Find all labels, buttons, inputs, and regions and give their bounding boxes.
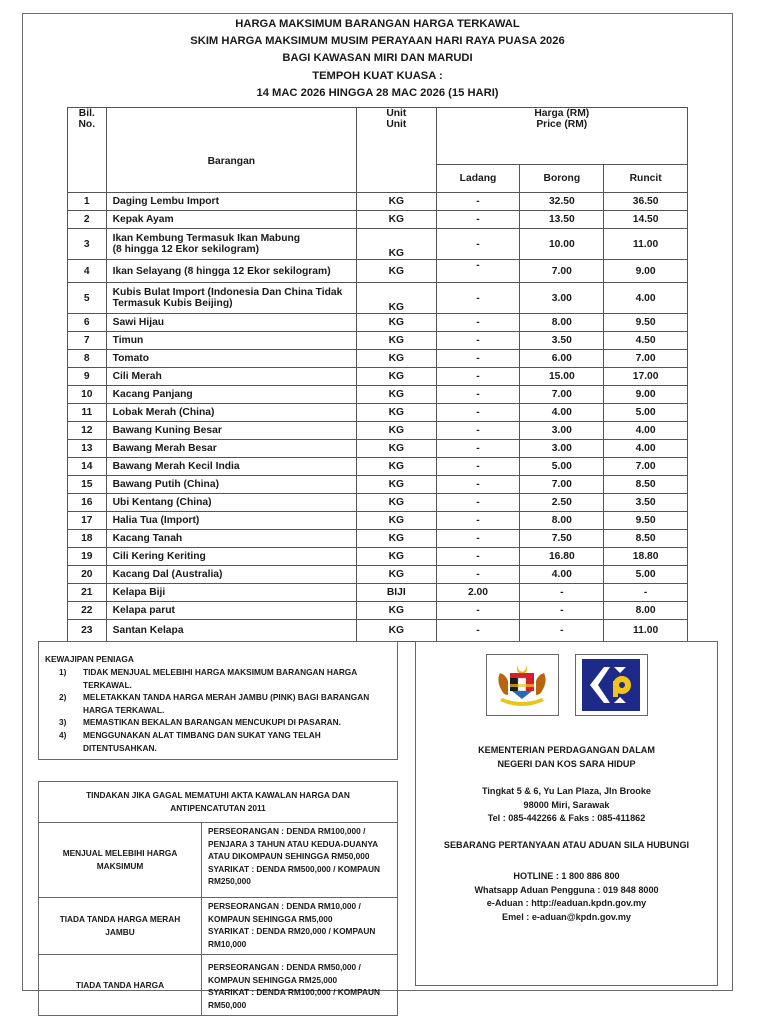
item-name-line: (8 hingga 12 Ekor sekilogram) (112, 244, 260, 255)
row-number: 23 (68, 620, 107, 642)
penalty-detail (202, 898, 398, 955)
col-header-unit-en: Unit (386, 119, 407, 130)
table-row (68, 229, 688, 260)
item-name (106, 548, 357, 566)
item-name-line: Bawang Kuning Besar (112, 425, 222, 436)
price-ladang: - (436, 548, 520, 566)
row-number: 7 (68, 332, 107, 350)
item-name-line: Lobak Merah (China) (112, 407, 215, 418)
price-borong: 16.80 (520, 548, 604, 566)
price-borong: - (520, 620, 604, 642)
item-name-line: Kelapa Biji (112, 587, 166, 598)
unit: KG (357, 386, 436, 404)
item-name (106, 404, 357, 422)
email-link[interactable]: Emel : e-aduan@kpdn.gov.my (502, 912, 631, 923)
item-name (106, 314, 357, 332)
penalty-row (39, 898, 398, 955)
unit: KG (357, 512, 436, 530)
row-number: 9 (68, 368, 107, 386)
item-name (106, 283, 357, 314)
price-runcit: 4.00 (604, 440, 688, 458)
item-name (106, 512, 357, 530)
penalty-company: SYARIKAT : DENDA RM500,000 / KOMPAUN RM250,000 (208, 863, 380, 886)
unit: KG (357, 260, 436, 283)
item-name (106, 476, 357, 494)
row-number: 5 (68, 283, 107, 314)
obligation-item (59, 729, 389, 754)
item-name-line: Kacang Tanah (112, 533, 183, 544)
item-name-line: Cili Merah (112, 371, 162, 382)
item-name (106, 458, 357, 476)
price-borong: 7.00 (520, 386, 604, 404)
penalty-detail (202, 823, 398, 898)
price-borong: 4.00 (520, 566, 604, 584)
price-borong: 13.50 (520, 211, 604, 229)
obligation-number: 1) (59, 667, 67, 677)
obligation-text: TIDAK MENJUAL MELEBIHI HARGA MAKSIMUM BARANGAN HARGA TERKAWAL. (83, 667, 357, 690)
header-title: HARGA MAKSIMUM BARANGAN HARGA TERKAWAL (235, 18, 520, 30)
price-ladang: - (436, 283, 520, 314)
item-name-line: Bawang Merah Besar (112, 443, 217, 454)
price-ladang: - (436, 440, 520, 458)
item-name (106, 440, 357, 458)
row-number: 21 (68, 584, 107, 602)
col-header-harga-ms: Harga (RM) (534, 108, 590, 119)
price-ladang: - (436, 260, 520, 283)
item-name-line: Termasuk Kubis Beijing) (112, 298, 233, 309)
unit: KG (357, 548, 436, 566)
col-header-ladang: Ladang (436, 165, 520, 193)
col-header-borong: Borong (520, 165, 604, 193)
item-name-line: Kelapa parut (112, 605, 175, 616)
col-header-bil-text: Bil. (78, 108, 95, 119)
obligation-number: 4) (59, 729, 67, 740)
trader-obligations-box (38, 641, 398, 760)
col-header-runcit: Runcit (604, 165, 688, 193)
price-runcit: 7.00 (604, 458, 688, 476)
row-number: 4 (68, 260, 107, 283)
table-row (68, 512, 688, 530)
price-table-body (68, 193, 688, 642)
price-ladang: - (436, 602, 520, 620)
obligations-title: KEWAJIPAN PENIAGA (45, 654, 134, 664)
row-number: 14 (68, 458, 107, 476)
row-number: 18 (68, 530, 107, 548)
unit: KG (357, 422, 436, 440)
price-borong: 2.50 (520, 494, 604, 512)
item-name-line: Cili Kering Keriting (112, 551, 206, 562)
table-row (68, 314, 688, 332)
item-name-line: Kacang Dal (Australia) (112, 569, 223, 580)
price-ladang: - (436, 314, 520, 332)
table-row (68, 332, 688, 350)
price-runcit: 14.50 (604, 211, 688, 229)
item-name (106, 260, 357, 283)
unit: KG (357, 458, 436, 476)
contact-box (415, 641, 718, 986)
row-number: 8 (68, 350, 107, 368)
row-number: 13 (68, 440, 107, 458)
price-runcit: 11.00 (604, 620, 688, 642)
table-row (68, 422, 688, 440)
obligation-item (59, 716, 389, 729)
document-header (22, 16, 733, 102)
penalty-table-title: TINDAKAN JIKA GAGAL MEMATUHI AKTA KAWALAN HARGA DAN ANTIPENCATUTAN 2011 (39, 782, 398, 823)
penalty-offence: TIADA TANDA HARGA (39, 955, 202, 1016)
price-runcit: 11.00 (604, 229, 688, 260)
price-borong: 5.00 (520, 458, 604, 476)
obligation-number: 2) (59, 692, 67, 703)
unit: KG (357, 620, 436, 642)
price-ladang: - (436, 332, 520, 350)
ministry-name (416, 744, 717, 771)
price-borong: 4.00 (520, 404, 604, 422)
ministry-address (416, 785, 717, 826)
price-ladang: - (436, 386, 520, 404)
ministry-name-line-2: NEGERI DAN KOS SARA HIDUP (497, 758, 636, 769)
unit: KG (357, 368, 436, 386)
price-runcit: 5.00 (604, 566, 688, 584)
item-name (106, 620, 357, 642)
item-name (106, 193, 357, 211)
price-borong: 3.00 (520, 283, 604, 314)
item-name-line: Bawang Merah Kecil India (112, 461, 240, 472)
price-borong: 8.00 (520, 512, 604, 530)
price-ladang: - (436, 211, 520, 229)
ministry-name-line-1: KEMENTERIAN PERDAGANGAN DALAM (478, 745, 655, 755)
contact-lines (416, 870, 717, 925)
item-name (106, 368, 357, 386)
price-ladang: - (436, 458, 520, 476)
obligation-number: 3) (59, 717, 67, 728)
item-name-line: Kepak Ayam (112, 214, 174, 225)
price-borong: 3.00 (520, 440, 604, 458)
price-runcit: 9.50 (604, 512, 688, 530)
price-ladang: - (436, 566, 520, 584)
row-number: 15 (68, 476, 107, 494)
price-borong: 7.00 (520, 476, 604, 494)
unit: KG (357, 211, 436, 229)
unit: KG (357, 283, 436, 314)
hotline: HOTLINE : 1 800 886 800 (513, 871, 620, 881)
header-scheme: SKIM HARGA MAKSIMUM MUSIM PERAYAAN HARI RAYA PUASA 2026 (190, 35, 565, 48)
unit: BIJI (357, 584, 436, 602)
price-borong: - (520, 602, 604, 620)
penalty-offence: TIADA TANDA HARGA MERAH JAMBU (39, 898, 202, 955)
table-row (68, 494, 688, 512)
obligations-list (59, 666, 389, 754)
obligation-text: MEMASTIKAN BEKALAN BARANGAN MENCUKUPI DI PASARAN. (83, 717, 341, 728)
price-runcit: 4.50 (604, 332, 688, 350)
price-runcit: - (604, 584, 688, 602)
table-row (68, 193, 688, 211)
price-borong: 3.00 (520, 422, 604, 440)
logos-row (416, 654, 717, 716)
unit: KG (357, 229, 436, 260)
obligation-text: MENGGUNAKAN ALAT TIMBANG DAN SUKAT YANG TELAH DITENTUSAHKAN. (83, 729, 321, 753)
unit: KG (357, 530, 436, 548)
row-number: 3 (68, 229, 107, 260)
table-row (68, 620, 688, 642)
item-name (106, 386, 357, 404)
table-row (68, 350, 688, 368)
penalty-company: SYARIKAT : DENDA RM20,000 / KOMPAUN RM10,000 (208, 926, 376, 949)
item-name-line: Tomato (112, 353, 150, 364)
price-table (67, 107, 688, 642)
row-number: 20 (68, 566, 107, 584)
price-borong: 32.50 (520, 193, 604, 211)
item-name-line: Kacang Panjang (112, 389, 193, 400)
item-name-line: Bawang Putih (China) (112, 479, 219, 490)
price-ladang: - (436, 193, 520, 211)
item-name-line: Ikan Kembung Termasuk Ikan Mabung (112, 233, 301, 244)
price-ladang: - (436, 350, 520, 368)
col-header-barangan: Barangan (106, 108, 357, 193)
col-header-unit (357, 108, 436, 193)
row-number: 6 (68, 314, 107, 332)
row-number: 22 (68, 602, 107, 620)
price-ladang: - (436, 404, 520, 422)
price-borong: 7.00 (520, 260, 604, 283)
penalty-row (39, 955, 398, 1016)
row-number: 1 (68, 193, 107, 211)
price-runcit: 8.50 (604, 476, 688, 494)
item-name-line: Timun (112, 335, 144, 346)
table-row (68, 404, 688, 422)
price-runcit: 4.00 (604, 283, 688, 314)
item-name-line: Sawi Hijau (112, 317, 165, 328)
price-borong: 6.00 (520, 350, 604, 368)
price-runcit: 7.00 (604, 350, 688, 368)
table-row (68, 283, 688, 314)
obligation-item (59, 691, 389, 716)
price-runcit: 36.50 (604, 193, 688, 211)
unit: KG (357, 193, 436, 211)
price-borong: 8.00 (520, 314, 604, 332)
table-row (68, 260, 688, 283)
item-name (106, 211, 357, 229)
unit: KG (357, 476, 436, 494)
row-number: 17 (68, 512, 107, 530)
item-name-line: Halia Tua (Import) (112, 515, 200, 526)
item-name-line: Santan Kelapa (112, 625, 184, 636)
price-ladang: - (436, 422, 520, 440)
table-row (68, 211, 688, 229)
col-header-bil (68, 108, 107, 193)
table-row (68, 530, 688, 548)
header-period-label: TEMPOH KUAT KUASA : (312, 69, 443, 82)
item-name-line: Ikan Selayang (8 hingga 12 Ekor sekilogram) (112, 265, 331, 277)
table-row (68, 386, 688, 404)
inquiry-heading: SEBARANG PERTANYAAN ATAU ADUAN SILA HUBUNGI (443, 840, 690, 850)
item-name (106, 229, 357, 260)
price-runcit: 8.50 (604, 530, 688, 548)
item-name-line: Kubis Bulat Import (Indonesia Dan China Tidak (112, 287, 343, 298)
price-runcit: 3.50 (604, 494, 688, 512)
penalty-individual: PERSEORANGAN : DENDA RM10,000 / KOMPAUN SEHINGGA RM5,000 (208, 901, 361, 924)
penalty-company: SYARIKAT : DENDA RM100,000 / KOMPAUN RM50,000 (208, 987, 380, 1010)
item-name (106, 602, 357, 620)
price-borong: 10.00 (520, 229, 604, 260)
unit: KG (357, 566, 436, 584)
whatsapp-number: Whatsapp Aduan Pengguna : 019 848 8000 (474, 884, 659, 895)
price-ladang: - (436, 368, 520, 386)
obligation-text: MELETAKKAN TANDA HARGA MERAH JAMBU (PINK) BAGI BARANGAN HARGA TERKAWAL. (83, 692, 370, 715)
address-line-1: Tingkat 5 & 6, Yu Lan Plaza, Jln Brooke (482, 786, 651, 796)
price-ladang: - (436, 229, 520, 260)
price-runcit: 5.00 (604, 404, 688, 422)
price-runcit: 18.80 (604, 548, 688, 566)
col-header-no-text: No. (78, 119, 96, 130)
unit: KG (357, 440, 436, 458)
item-name (106, 332, 357, 350)
table-row (68, 458, 688, 476)
col-header-harga (436, 108, 687, 165)
penalty-individual: PERSEORANGAN : DENDA RM100,000 / PENJARA 3 TAHUN ATAU KEDUA-DUANYA ATAU DIKOMPAUN SEHINGGA RM50,000 (208, 826, 378, 861)
price-ladang: - (436, 476, 520, 494)
col-header-harga-en: Price (RM) (536, 119, 588, 130)
unit: KG (357, 404, 436, 422)
item-name (106, 566, 357, 584)
item-name (106, 584, 357, 602)
price-ladang: 2.00 (436, 584, 520, 602)
penalty-individual: PERSEORANGAN : DENDA RM50,000 / KOMPAUN SEHINGGA RM25,000 (208, 962, 361, 985)
row-number: 2 (68, 211, 107, 229)
unit: KG (357, 602, 436, 620)
price-runcit: 9.50 (604, 314, 688, 332)
item-name (106, 350, 357, 368)
penalty-detail (202, 955, 398, 1016)
row-number: 16 (68, 494, 107, 512)
item-name (106, 530, 357, 548)
price-runcit: 9.00 (604, 260, 688, 283)
unit: KG (357, 314, 436, 332)
unit: KG (357, 350, 436, 368)
price-runcit: 9.00 (604, 386, 688, 404)
kpdn-logo-icon (575, 654, 648, 716)
table-row (68, 584, 688, 602)
price-borong: 7.50 (520, 530, 604, 548)
price-borong: 3.50 (520, 332, 604, 350)
price-runcit: 17.00 (604, 368, 688, 386)
table-row (68, 548, 688, 566)
price-borong: 15.00 (520, 368, 604, 386)
item-name-line: Daging Lembu Import (112, 196, 219, 207)
price-ladang: - (436, 620, 520, 642)
table-row (68, 566, 688, 584)
row-number: 19 (68, 548, 107, 566)
malaysia-coat-of-arms-icon (486, 654, 559, 716)
row-number: 11 (68, 404, 107, 422)
header-period-dates: 14 MAC 2026 HINGGA 28 MAC 2026 (15 HARI) (256, 86, 499, 99)
item-name-line: Ubi Kentang (China) (112, 497, 212, 508)
item-name (106, 494, 357, 512)
price-runcit: 4.00 (604, 422, 688, 440)
obligation-item (59, 666, 389, 691)
header-region: BAGI KAWASAN MIRI DAN MARUDI (282, 52, 473, 65)
price-borong: - (520, 584, 604, 602)
table-row (68, 602, 688, 620)
col-header-unit-ms: Unit (386, 108, 407, 119)
penalty-row (39, 823, 398, 898)
price-ladang: - (436, 512, 520, 530)
table-row (68, 368, 688, 386)
table-row (68, 476, 688, 494)
phone-fax: Tel : 085-442266 & Faks : 085-411862 (487, 813, 646, 823)
price-ladang: - (436, 530, 520, 548)
penalty-table (38, 781, 398, 1016)
price-runcit: 8.00 (604, 602, 688, 620)
eaduan-link[interactable]: e-Aduan : http://eaduan.kpdn.gov.my (486, 898, 647, 909)
price-ladang: - (436, 494, 520, 512)
unit: KG (357, 332, 436, 350)
table-row (68, 440, 688, 458)
row-number: 10 (68, 386, 107, 404)
unit: KG (357, 494, 436, 512)
item-name (106, 422, 357, 440)
penalty-offence: MENJUAL MELEBIHI HARGA MAKSIMUM (39, 823, 202, 898)
row-number: 12 (68, 422, 107, 440)
address-line-2: 98000 Miri, Sarawak (523, 799, 610, 810)
